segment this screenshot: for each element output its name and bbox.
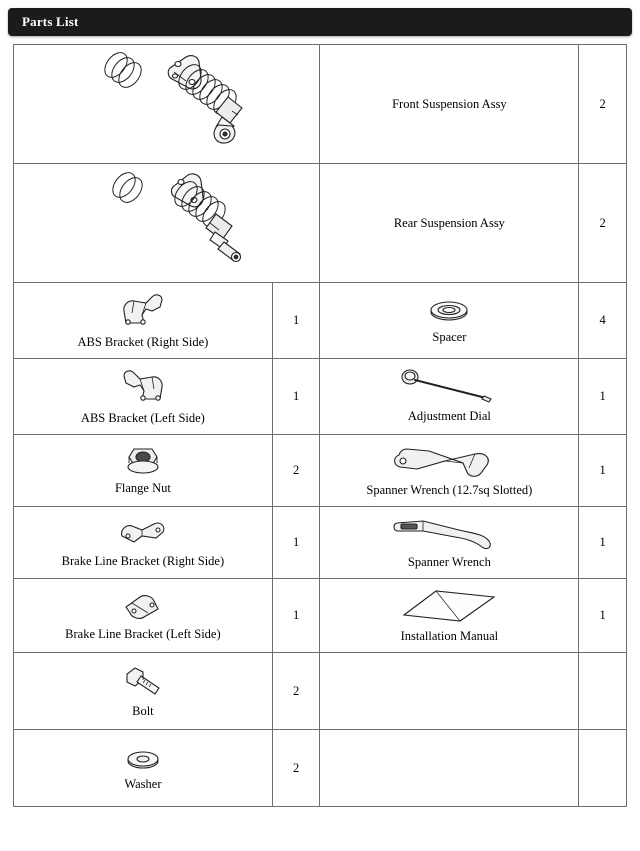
front-suspension-image-cell	[14, 45, 320, 164]
abs-bracket-left-illustration	[18, 365, 268, 409]
installation-manual-illustration	[324, 585, 574, 627]
part-name: Rear Suspension Assy	[393, 215, 505, 230]
abs-bracket-left-cell	[14, 359, 273, 435]
brake-line-bracket-left-cell	[14, 579, 273, 653]
part-qty: 1	[599, 608, 606, 622]
page-title: Parts List	[22, 14, 79, 29]
adjustment-dial-cell	[320, 359, 579, 435]
parts-table	[13, 44, 627, 807]
spanner-wrench-qty-cell	[579, 507, 627, 579]
part-qty: 1	[293, 389, 300, 403]
flange-nut-qty-cell	[272, 435, 320, 507]
bolt-illustration	[18, 662, 268, 702]
part-name: Spacer	[432, 330, 467, 344]
table-row	[14, 435, 627, 507]
part-qty: 2	[293, 683, 300, 698]
part-name: Front Suspension Assy	[392, 96, 507, 111]
part-qty: 1	[599, 463, 606, 477]
bolt-qty-cell	[272, 653, 320, 730]
abs-bracket-right-qty-cell	[272, 283, 320, 359]
part-qty: 1	[599, 535, 606, 549]
part-name: ABS Bracket (Right Side)	[77, 335, 209, 349]
front-suspension-qty-cell	[579, 45, 627, 164]
part-name: Bolt	[132, 703, 154, 718]
part-qty: 2	[293, 760, 300, 775]
bolt-cell	[14, 653, 273, 730]
part-qty: 2	[293, 463, 300, 477]
part-qty: 2	[599, 96, 606, 111]
brake-line-bracket-right-cell	[14, 507, 273, 579]
table-row	[14, 45, 627, 164]
empty-cell	[320, 653, 579, 730]
part-qty: 1	[293, 535, 300, 549]
washer-qty-cell	[272, 730, 320, 807]
brake-line-bracket-left-illustration	[18, 587, 268, 625]
parts-list-page	[0, 8, 640, 851]
flange-nut-illustration	[18, 443, 268, 479]
washer-illustration	[18, 743, 268, 775]
part-name: Spanner Wrench	[407, 555, 491, 569]
rear-suspension-image-cell	[14, 164, 320, 283]
empty-qty-cell	[579, 653, 627, 730]
table-row	[14, 164, 627, 283]
rear-suspension-qty-cell	[579, 164, 627, 283]
washer-cell	[14, 730, 273, 807]
part-name: Adjustment Dial	[407, 409, 491, 423]
spanner-wrench-illustration	[324, 513, 574, 553]
part-qty: 1	[293, 313, 300, 327]
part-qty: 2	[599, 215, 606, 230]
spanner-wrench-slotted-cell	[320, 435, 579, 507]
table-row	[14, 507, 627, 579]
table-row	[14, 579, 627, 653]
spanner-wrench-slotted-qty-cell	[579, 435, 627, 507]
brake-line-bracket-right-illustration	[18, 514, 268, 552]
abs-bracket-left-qty-cell	[272, 359, 320, 435]
adjustment-dial-illustration	[324, 367, 574, 407]
abs-bracket-right-cell	[14, 283, 273, 359]
table-row	[14, 730, 627, 807]
title-bar	[8, 8, 632, 36]
adjustment-dial-qty-cell	[579, 359, 627, 435]
flange-nut-cell	[14, 435, 273, 507]
part-name: ABS Bracket (Left Side)	[80, 411, 205, 425]
part-qty: 4	[599, 313, 606, 327]
table-row	[14, 653, 627, 730]
installation-manual-qty-cell	[579, 579, 627, 653]
spacer-cell	[320, 283, 579, 359]
part-qty: 1	[599, 389, 606, 403]
part-name: Installation Manual	[400, 629, 499, 643]
brake-line-bracket-left-qty-cell	[272, 579, 320, 653]
spacer-illustration	[324, 294, 574, 328]
table-row	[14, 283, 627, 359]
empty-qty-cell	[579, 730, 627, 807]
table-row	[14, 359, 627, 435]
part-name: Washer	[124, 776, 162, 791]
abs-bracket-right-illustration	[18, 289, 268, 333]
spanner-wrench-cell	[320, 507, 579, 579]
rear-suspension-name-cell	[320, 164, 579, 283]
front-suspension-name-cell	[320, 45, 579, 164]
part-name: Flange Nut	[114, 481, 171, 495]
front-suspension-assy-illustration	[18, 51, 315, 147]
part-name: Spanner Wrench (12.7sq Slotted)	[366, 483, 533, 497]
part-qty: 1	[293, 608, 300, 622]
part-name: Brake Line Bracket (Right Side)	[61, 554, 225, 568]
spacer-qty-cell	[579, 283, 627, 359]
empty-cell	[320, 730, 579, 807]
spanner-wrench-slotted-illustration	[324, 441, 574, 481]
rear-suspension-assy-illustration	[18, 170, 315, 266]
installation-manual-cell	[320, 579, 579, 653]
part-name: Brake Line Bracket (Left Side)	[65, 627, 221, 641]
brake-line-bracket-right-qty-cell	[272, 507, 320, 579]
